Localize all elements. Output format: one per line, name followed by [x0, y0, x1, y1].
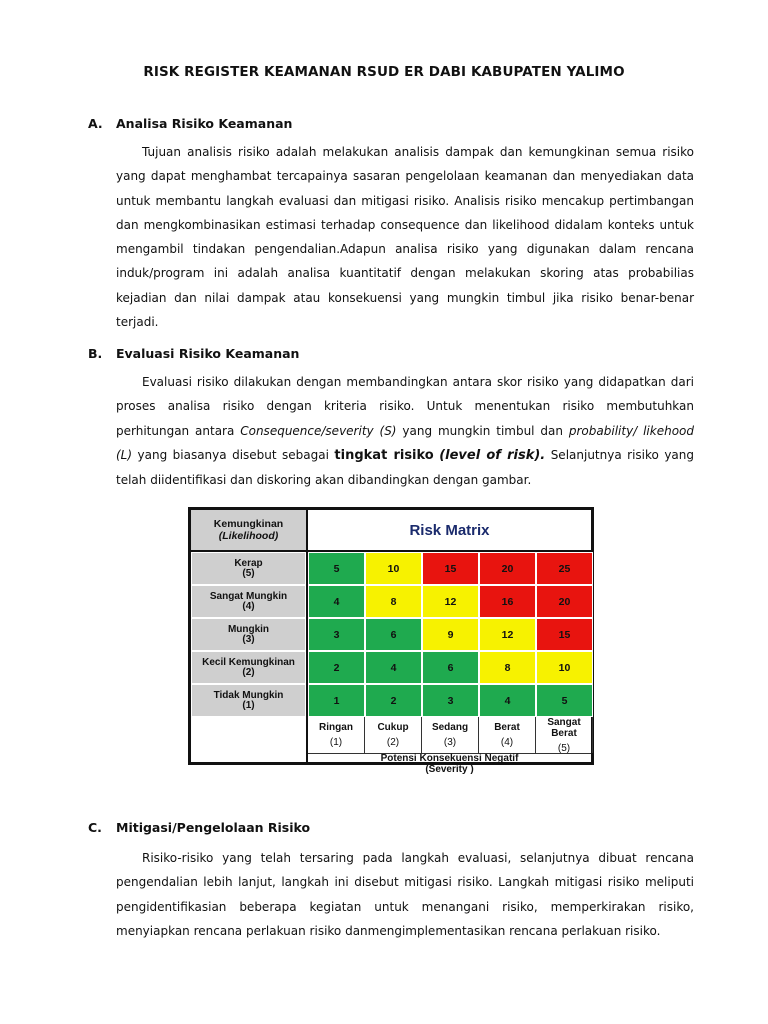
risk-score: 3	[447, 694, 454, 707]
severity-col-5	[536, 717, 593, 753]
risk-score: 1	[333, 694, 340, 707]
risk-cell	[479, 552, 536, 585]
likelihood-label: Kerap	[234, 557, 263, 569]
risk-matrix-title-cell	[306, 510, 591, 550]
severity-label: Berat	[494, 722, 520, 733]
likelihood-label: Tidak Mungkin	[213, 689, 284, 701]
likelihood-row-5	[191, 684, 306, 717]
section-c-letter: C.	[88, 820, 102, 835]
document-title: RISK REGISTER KEAMANAN RSUD ER DABI KABUPATEN YALIMO	[143, 64, 625, 80]
risk-cell	[422, 684, 479, 717]
risk-score: 20	[558, 595, 571, 608]
risk-cell	[308, 618, 365, 651]
severity-label: Sangat Berat	[547, 716, 581, 739]
likelihood-score: (5)	[242, 567, 255, 579]
risk-cell	[479, 585, 536, 618]
likelihood-row-4	[191, 651, 306, 684]
risk-score: 4	[504, 694, 511, 707]
severity-footer-label: Potensi Konsekuensi Negatif	[380, 752, 519, 764]
risk-cell	[536, 585, 593, 618]
risk-score: 16	[501, 595, 514, 608]
likelihood-label: Mungkin	[227, 623, 270, 635]
risk-cell	[365, 552, 422, 585]
risk-cell	[365, 651, 422, 684]
section-b-level-of-risk: (level of risk).	[439, 447, 546, 463]
likelihood-row-2	[191, 585, 306, 618]
risk-cell	[422, 618, 479, 651]
likelihood-row-1	[191, 552, 306, 585]
risk-cell	[308, 684, 365, 717]
section-b-text-1: Evaluasi risiko dilakukan dengan membandingkan antara skor risiko yang didapatkan dari proses analisa risiko dengan kriteria risiko. Untuk menentukan risiko membutuhkan perhitungan antara	[116, 375, 694, 438]
severity-col-2	[365, 717, 422, 753]
risk-cell	[365, 618, 422, 651]
risk-cell	[479, 651, 536, 684]
risk-cell	[536, 618, 593, 651]
section-a-paragraph	[116, 140, 694, 334]
section-a-text: Tujuan analisis risiko adalah melakukan analisis dampak dan kemungkinan semua risiko yang dapat menghambat tercapainya sasaran pengelolaan keamanan dan menyediakan data untuk membantu langkah evaluasi dan mitigasi risiko. Analisis risiko mencakup pertimbangan dan mengkombinasikan estimasi terhadap consequence dan likelihood didalam konteks untuk mengambil tindakan pengendalian.Adapun analisa risiko yang digunakan dalam rencana induk/program ini adalah analisa kuantitatif dengan melakukan skoring atas probabilias kejadian dan nilai dampak atau konsekuensi yang mungkin timbul jika risiko benar-benar terjadi.	[116, 145, 694, 330]
likelihood-label: Sangat Mungkin	[209, 590, 288, 602]
section-b-probability: probability/ likehood (L)	[116, 423, 694, 462]
severity-label: Ringan	[319, 722, 353, 733]
risk-score: 8	[504, 661, 511, 674]
severity-footer-sub: (Severity )	[425, 763, 474, 775]
likelihood-label: Kecil Kemungkinan	[202, 656, 295, 668]
risk-score: 4	[333, 595, 340, 608]
likelihood-score: (4)	[242, 600, 255, 612]
severity-col-3	[422, 717, 479, 753]
section-b-text-4: Selanjutnya risiko yang telah diidentifikasi dan diskoring akan dibandingkan dengan gambar.	[116, 447, 694, 488]
risk-score: 12	[444, 595, 457, 608]
risk-cell	[422, 552, 479, 585]
likelihood-header	[191, 510, 306, 550]
likelihood-header-label: Kemungkinan	[213, 518, 284, 530]
section-c-title: Mitigasi/Pengelolaan Risiko	[116, 820, 311, 835]
section-b-text-3: yang biasanya disebut sebagai	[132, 447, 335, 462]
likelihood-row-3	[191, 618, 306, 651]
risk-cell	[479, 684, 536, 717]
risk-score: 4	[390, 661, 397, 674]
section-b-text-2: yang mungkin timbul dan	[396, 423, 569, 438]
risk-score: 12	[501, 628, 514, 641]
risk-cell	[422, 585, 479, 618]
risk-score: 9	[447, 628, 454, 641]
severity-footer	[308, 753, 591, 773]
risk-cell	[365, 585, 422, 618]
risk-score: 25	[558, 562, 571, 575]
severity-score: (3)	[443, 737, 457, 748]
section-c-paragraph	[116, 846, 694, 943]
risk-score: 6	[390, 628, 397, 641]
risk-score: 8	[390, 595, 397, 608]
risk-score: 15	[444, 562, 457, 575]
severity-col-4	[479, 717, 536, 753]
likelihood-score: (1)	[242, 699, 255, 711]
section-b-letter: B.	[88, 346, 103, 361]
section-c-text: Risiko-risiko yang telah tersaring pada langkah evaluasi, selanjutnya dibuat rencana pengendalian lebih lanjut, langkah ini disebut mitigasi risiko. Langkah mitigasi risiko meliputi pengidentifikasian beberapa kegiatan untuk menangani risiko, memperkirakan risiko, menyiapkan rencana perlakuan risiko danmengimplementasikan rencana perlakuan risiko.	[116, 851, 694, 938]
risk-cell	[422, 651, 479, 684]
risk-score: 3	[333, 628, 340, 641]
section-b-title: Evaluasi Risiko Keamanan	[116, 346, 300, 361]
severity-score: (5)	[557, 742, 571, 754]
risk-cell	[308, 585, 365, 618]
severity-score: (1)	[329, 737, 343, 748]
risk-score: 6	[447, 661, 454, 674]
likelihood-score: (3)	[242, 633, 255, 645]
likelihood-header-sub: (Likelihood)	[218, 530, 279, 542]
risk-cell	[365, 684, 422, 717]
section-a-letter: A.	[88, 116, 103, 131]
severity-label: Cukup	[377, 722, 409, 733]
risk-cell	[479, 618, 536, 651]
section-a-title: Analisa Risiko Keamanan	[116, 116, 293, 131]
risk-score: 5	[561, 694, 568, 707]
risk-score: 10	[387, 562, 400, 575]
likelihood-score: (2)	[242, 666, 255, 678]
section-b-heading	[88, 346, 299, 361]
severity-col-1	[308, 717, 365, 753]
risk-score: 2	[333, 661, 340, 674]
risk-score: 20	[501, 562, 514, 575]
severity-score: (2)	[386, 737, 400, 748]
section-c-heading	[88, 820, 310, 835]
risk-cell	[536, 684, 593, 717]
risk-cell	[536, 651, 593, 684]
risk-score: 15	[558, 628, 571, 641]
risk-cell	[308, 651, 365, 684]
risk-score: 2	[390, 694, 397, 707]
section-b-paragraph	[116, 370, 694, 492]
risk-matrix	[188, 507, 594, 775]
risk-score: 10	[558, 661, 571, 674]
risk-cell	[536, 552, 593, 585]
section-b-consequence: Consequence/severity (S)	[240, 423, 397, 438]
section-a-heading	[88, 116, 292, 131]
risk-matrix-title: Risk Matrix	[409, 521, 490, 539]
severity-score: (4)	[500, 737, 514, 748]
severity-label: Sedang	[431, 722, 469, 733]
risk-cell	[308, 552, 365, 585]
risk-score: 5	[333, 562, 340, 575]
section-b-risk-level: tingkat risiko	[334, 447, 434, 463]
